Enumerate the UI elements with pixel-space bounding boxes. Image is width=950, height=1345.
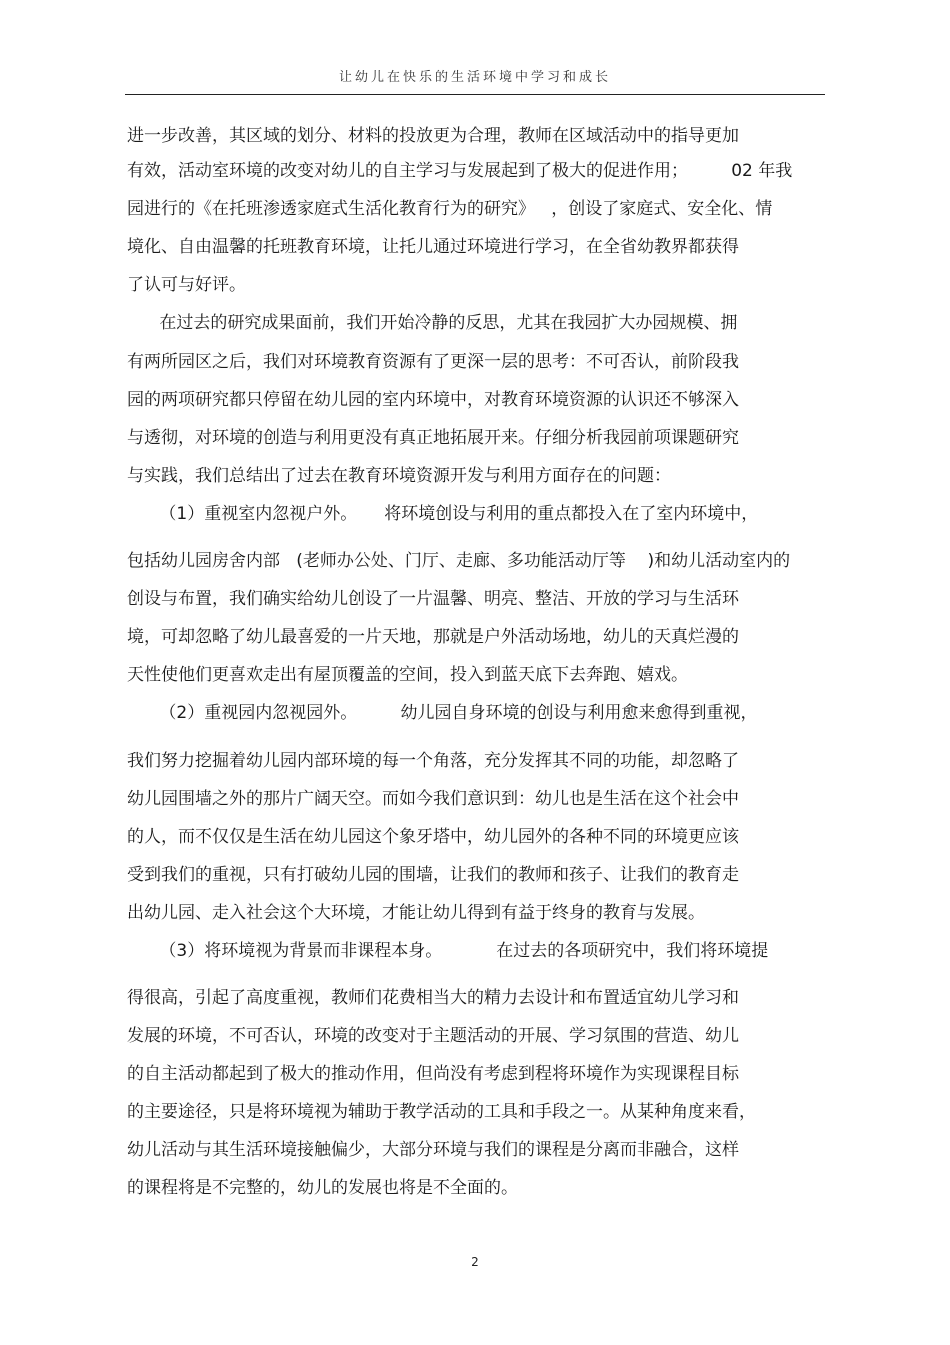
text-line: （1）重视室内忽视户外。 将环境创设与利用的重点都投入在了室内环境中， [127, 504, 759, 524]
text-line: 幼儿园围墙之外的那片广阔天空。而如今我们意识到：幼儿也是生活在这个社会中 [127, 789, 739, 809]
text-line: 境，可却忽略了幼儿最喜爱的一片天地，那就是户外活动场地，幼儿的天真烂漫的 [127, 627, 739, 647]
text-line: 发展的环境，不可否认，环境的改变对于主题活动的开展、学习氛围的营造、幼儿 [127, 1026, 739, 1046]
text-line: 了认可与好评。 [127, 275, 246, 295]
text-line: 的自主活动都起到了极大的推动作用，但尚没有考虑到程将环境作为实现课程目标 [127, 1064, 739, 1084]
text-line: 我们努力挖掘着幼儿园内部环境的每一个角落，充分发挥其不同的功能，却忽略了 [127, 751, 739, 771]
text-line: （3）将环境视为背景而非课程本身。 在过去的各项研究中，我们将环境提 [127, 941, 769, 961]
text-line: 园进行的《在托班渗透家庭式生活化教育行为的研究》 ，创设了家庭式、安全化、情 [127, 199, 773, 219]
text-line: 的主要途径，只是将环境视为辅助于教学活动的工具和手段之一。从某种角度来看， [127, 1102, 756, 1122]
text-line: 出幼儿园、走入社会这个大环境，才能让幼儿得到有益于终身的教育与发展。 [127, 903, 705, 923]
text-line: 包括幼儿园房舍内部 (老师办公处、门厅、走廊、多功能活动厅等 )和幼儿活动室内的 [127, 551, 791, 571]
text-line: 幼儿活动与其生活环境接触偏少，大部分环境与我们的课程是分离而非融合，这样 [127, 1140, 739, 1160]
text-line: 有效，活动室环境的改变对幼儿的自主学习与发展起到了极大的促进作用； 02 年我 [127, 161, 793, 181]
page-number: 2 [471, 1255, 479, 1269]
header-rule [125, 94, 825, 95]
text-line: 有两所园区之后，我们对环境教育资源有了更深一层的思考：不可否认，前阶段我 [127, 352, 739, 372]
text-line: 创设与布置，我们确实给幼儿创设了一片温馨、明亮、整洁、开放的学习与生活环 [127, 589, 739, 609]
text-line: 进一步改善，其区域的划分、材料的投放更为合理，教师在区域活动中的指导更加 [127, 126, 739, 146]
text-line: 的课程将是不完整的，幼儿的发展也将是不全面的。 [127, 1178, 518, 1198]
text-line: 与实践，我们总结出了过去在教育环境资源开发与利用方面存在的问题： [127, 466, 671, 486]
text-line: 境化、自由温馨的托班教育环境，让托儿通过环境进行学习，在全省幼教界都获得 [127, 237, 739, 257]
text-line: 的人，而不仅仅是生活在幼儿园这个象牙塔中，幼儿园外的各种不同的环境更应该 [127, 827, 739, 847]
text-line: 天性使他们更喜欢走出有屋顶覆盖的空间，投入到蓝天底下去奔跑、嬉戏。 [127, 665, 688, 685]
text-line: 受到我们的重视，只有打破幼儿园的围墙，让我们的教师和孩子、让我们的教育走 [127, 865, 739, 885]
text-line: （2）重视园内忽视园外。 幼儿园自身环境的创设与利用愈来愈得到重视， [127, 703, 758, 723]
page-header-title: 让幼儿在快乐的生活环境中学习和成长 [338, 70, 611, 85]
text-line: 与透彻，对环境的创造与利用更没有真正地拓展开来。仔细分析我园前项课题研究 [127, 428, 739, 448]
text-line: 在过去的研究成果面前，我们开始冷静的反思，尤其在我园扩大办园规模、拥 [127, 313, 738, 333]
text-line: 得很高，引起了高度重视，教师们花费相当大的精力去设计和布置适宜幼儿学习和 [127, 988, 739, 1008]
text-line: 园的两项研究都只停留在幼儿园的室内环境中，对教育环境资源的认识还不够深入 [127, 390, 739, 410]
